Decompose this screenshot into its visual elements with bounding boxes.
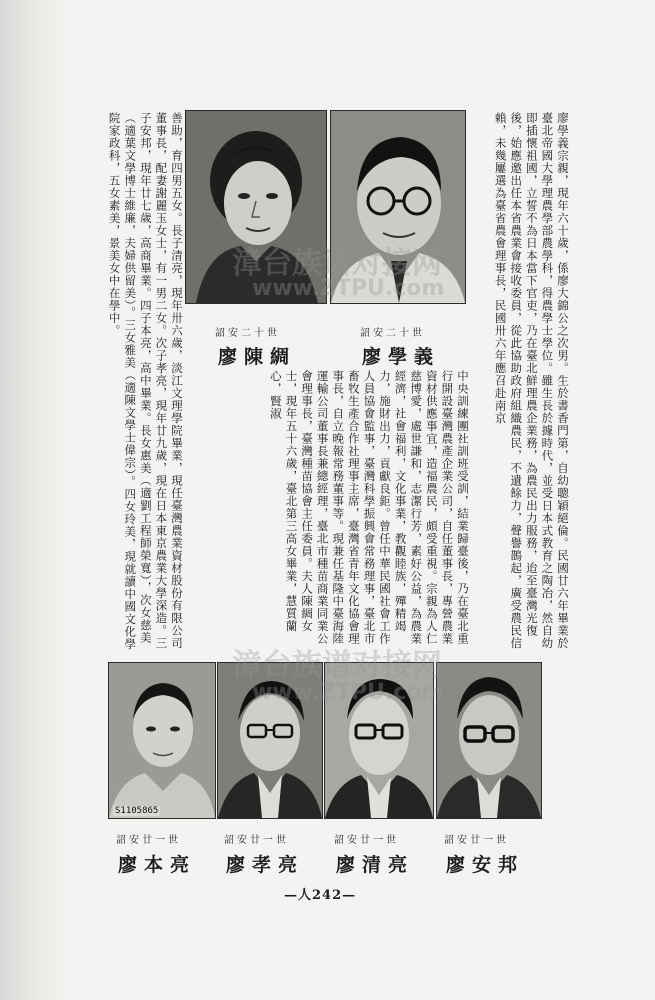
bio-column: 為農業經濟，社會福利，文化事業，教觀睦族 [393,370,424,645]
bio-column: 北重行開設臺灣農產企業公司，自任董事長， [440,370,470,645]
page-number: —人242— [284,888,357,903]
bio-column: 廿六年畢業於臺北帝國大學理農學部農學科，得農學士學位。雖生長於據時代，並受日本 [540,112,570,650]
bio-column: ，殫精竭力，施財出力，貢獻良鉅。曾任中華 [378,370,408,633]
caption-tag-liao-benliang: 詔安廿一世 [116,835,181,846]
caption-name-liao-xiaoliang: 廖孝亮 [226,854,305,876]
bio-column: 大學深造。三子安邦，現年廿七歲，高商畢業。四子本亮，高中畢業。長女惠美（適劉工程 [138,112,169,650]
bio-column: 廖學義宗親，現年六十歲，係廖大錦公之次男。生於書香門第，自幼聰穎絕倫。民國 [556,112,570,575]
bio-column: 四女玲美，現就讀中國文化學院家政科，五女素美，景美女中在學中。 [107,112,138,651]
bio-column: 限公司董事長，配妻謝麗玉女士，有一男二女。次子孝亮，現年廿九歲，現在日本東京農業 [154,112,184,650]
caption-tag-liao-xueyi: 詔安二十世 [360,328,425,339]
watermark-en-top: www.ZTPU.com [252,276,445,301]
bio-column: 中央訓練團社訓班受訓，結業歸臺後，乃在臺 [456,370,470,620]
caption-tag-liao-anbang: 詔安廿一世 [444,835,509,846]
portrait-photo-liao-anbang [436,662,542,819]
bio-column: 民出力服務，迨至臺灣光復後，始應邀出任本省農業會接收委員，從此協助政府組織農民， [509,112,539,637]
biography-block-top-left [80,112,184,652]
caption-name-liao-xueyi: 廖學義 [362,346,441,368]
bio-column: 式教育之陶冶，然自幼即插懷祖國，立誓不為日本當下官吏，乃在臺北鮮理農企業務，為農 [524,112,555,650]
caption-name-liao-anbang: 廖安邦 [446,854,525,876]
watermark-cn-bottom: 漳台族谱对接网 [232,648,442,683]
bio-column: 不遺餘力，聲譽鵲起，廣受農民信賴，未幾屢選為臺省農會理事長，民國卅六年應召赴南京 [493,112,524,650]
caption-name-liao-qingliang: 廖清亮 [336,854,415,876]
watermark-en-bottom: www.ZTPU.com [252,680,445,705]
portrait-young-man-image [109,663,215,818]
bio-column: 灣種苗協會主任委員。夫人陳綢女士，現年五 [284,370,315,633]
portrait-photo-liao-benliang [108,662,216,819]
bio-column: 臺灣省青年文化協會理事長，自立晚報常務董 [331,370,361,645]
caption-tag-liao-xiaoliang: 詔安廿一世 [224,835,289,846]
binding-gutter [0,0,70,1000]
caption-tag-liao-qingliang: 詔安廿一世 [334,835,399,846]
biography-block-top-right [470,112,570,652]
bio-column: 民國社會工作人員協會監事，臺灣科學振興會 [362,370,393,645]
caption-tag-chen-jiang: 詔安二十世 [215,328,280,339]
bio-column: 專營農業資材供應事宜，造福農民，頗受重視 [424,370,455,645]
caption-name-chen-jiang: 廖陳綢 [218,346,297,368]
bio-column: 。宗親為人仁慈博愛，處世謙和，志潔行芳，素好公益， [409,370,439,645]
bio-column: 善助，育四男五女。長子清亮，現年卅六歲，淡江文理學院畢業，現任臺灣農業資材股份有 [170,112,184,612]
photo-serial-code: S1105865 [115,806,159,816]
portrait-glasses-man-image [437,663,541,818]
bio-column: 總經理，臺北市種苗商業同業公會理事長，臺 [300,370,330,645]
bio-column: 師榮寬），次女慈美（適葉文學博士維廉，夫婦供留美）。三女雅美（適陳文學士偉宗）。 [123,112,153,644]
bio-column: 事等。現兼任基隆中臺海陸運輸公司董事長兼 [315,370,346,645]
bio-column: 常務理事，臺北市畜牧生產合作社理事主席， [346,370,377,645]
watermark-cn-top: 漳台族谱对接网 [232,246,442,281]
bio-column: 十六歲，臺北第三高女畢業，慧質蘭心，賢淑 [268,370,299,633]
caption-name-liao-benliang: 廖本亮 [118,854,197,876]
